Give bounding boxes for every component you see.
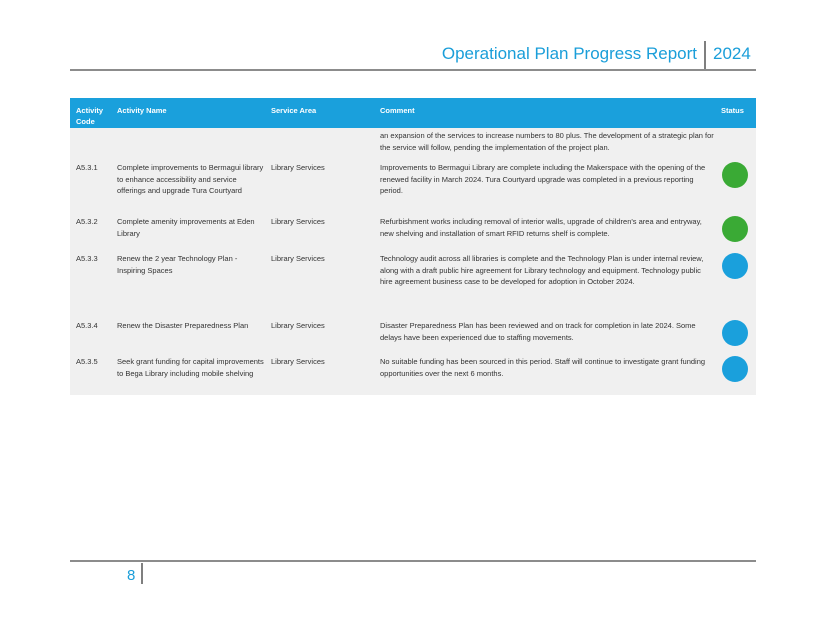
status-indicator-icon (722, 253, 748, 279)
activity-name: Complete amenity improvements at Eden Library (117, 217, 255, 238)
activity-name: Renew the Disaster Preparedness Plan (117, 321, 249, 330)
column-header-service-area: Service Area (271, 106, 317, 115)
activity-comment: Improvements to Bermagui Library are complete including the Makerspace with the opening of the renewed facility in March 2024. Tura Courtyard upgrade was completed in a previous reporting period. (380, 163, 706, 195)
activity-name: Seek grant funding for capital improvements to Bega Library including mobile shelving (117, 357, 264, 378)
service-area: Library Services (271, 163, 325, 172)
activity-name: Complete improvements to Bermagui library to enhance accessibility and service offerings and upgrade Tura Courtyard (117, 163, 264, 195)
column-header-status: Status (721, 106, 744, 115)
report-year: 2024 (713, 44, 751, 63)
activity-comment: Technology audit across all libraries is complete and the Technology Plan is under internal review, along with a draft public hire agreement for Library technology and equipment. Technology public hire agreement business case to be developed for adoption in October 2024. (380, 254, 704, 286)
activity-comment: No suitable funding has been sourced in this period. Staff will continue to investigate grant funding opportunities over the next 6 months. (380, 357, 706, 378)
header-divider (704, 41, 706, 70)
activity-code: A5.3.5 (76, 357, 98, 366)
continued-comment: an expansion of the services to increase numbers to 80 plus. The development of a strategic plan for the service will follow, pending the implementation of the project plan. (380, 131, 714, 152)
header-rule (70, 69, 756, 71)
service-area: Library Services (271, 357, 325, 366)
activity-name: Renew the 2 year Technology Plan - Inspiring Spaces (117, 254, 238, 275)
report-title: Operational Plan Progress Report (441, 44, 697, 63)
column-header-comment: Comment (380, 106, 415, 115)
table-header (70, 98, 756, 128)
column-header-activity-name: Activity Name (117, 106, 167, 115)
service-area: Library Services (271, 254, 325, 263)
footer-divider (141, 563, 143, 584)
activity-code: A5.3.4 (76, 321, 98, 330)
status-indicator-icon (722, 356, 748, 382)
activity-comment: Refurbishment works including removal of interior walls, upgrade of children's area and entryway, new shelving and installation of smart RFID returns shelf is complete. (380, 217, 702, 238)
footer-rule (70, 560, 756, 562)
page-number: 8 (127, 567, 136, 584)
activity-table (70, 98, 756, 395)
status-indicator-icon (722, 216, 748, 242)
activity-comment: Disaster Preparedness Plan has been reviewed and on track for completion in late 2024. Some delays have been experienced due to staffing movements. (380, 321, 696, 342)
activity-code: A5.3.3 (76, 254, 98, 263)
column-header-activity-code: Activity Code (76, 106, 104, 126)
activity-code: A5.3.1 (76, 163, 98, 172)
service-area: Library Services (271, 217, 325, 226)
activity-code: A5.3.2 (76, 217, 98, 226)
status-indicator-icon (722, 320, 748, 346)
status-indicator-icon (722, 162, 748, 188)
service-area: Library Services (271, 321, 325, 330)
